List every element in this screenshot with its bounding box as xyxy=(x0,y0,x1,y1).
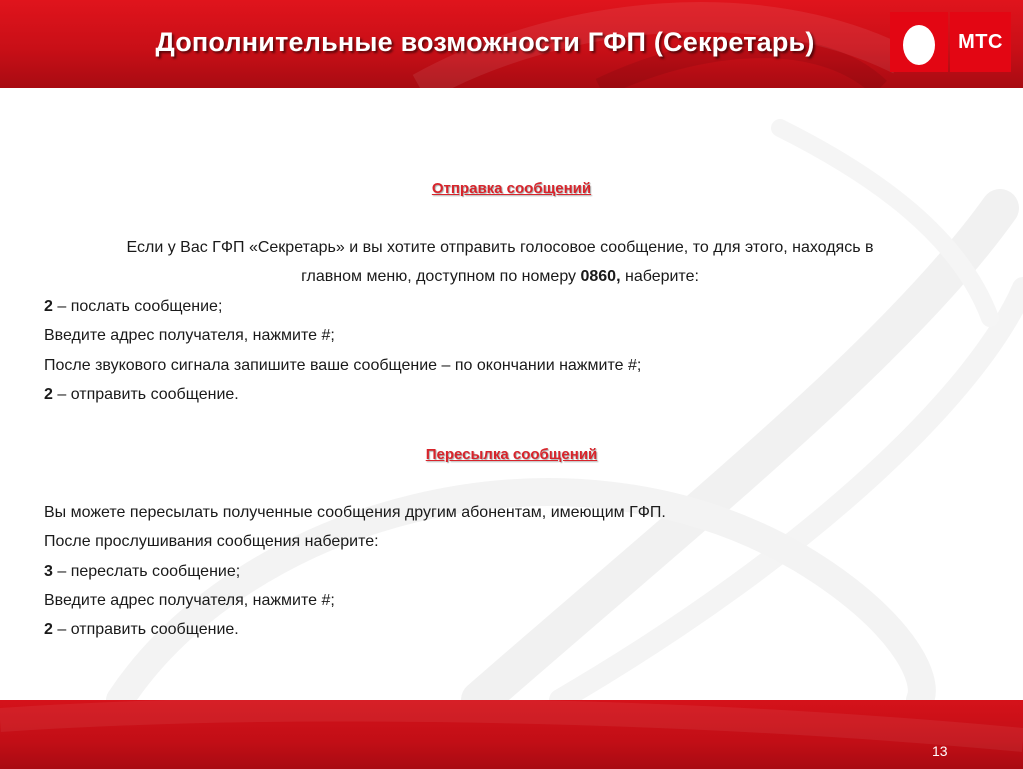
intro-prefix: главном меню, доступном по номеру xyxy=(301,268,581,285)
sending-step-2: Введите адрес получателя, нажмите #; xyxy=(44,327,335,344)
egg-logo-box xyxy=(890,12,948,72)
page-title: Дополнительные возможности ГФП (Секретарь) xyxy=(155,27,815,57)
header-bar xyxy=(0,0,1023,88)
step-key: 3 xyxy=(44,563,53,580)
step-key: 2 xyxy=(44,621,53,638)
sending-step-3: После звукового сигнала запишите ваше сообщение – по окончании нажмите #; xyxy=(44,357,642,374)
sending-intro-line1: Если у Вас ГФП «Секретарь» и вы хотите отправить голосовое сообщение, то для этого, находясь в xyxy=(126,239,874,256)
step-text: – отправить сообщение. xyxy=(52,386,239,403)
step-text: – переслать сообщение; xyxy=(52,563,241,580)
step-text: – послать сообщение; xyxy=(52,298,223,315)
forwarding-step-1 xyxy=(44,562,240,582)
page-number: 13 xyxy=(932,743,948,759)
forwarding-step-2: Введите адрес получателя, нажмите #; xyxy=(44,592,335,609)
step-text: – отправить сообщение. xyxy=(52,621,239,638)
logo-text: МТС xyxy=(950,12,1011,72)
step-key: 2 xyxy=(44,298,53,315)
slide-content xyxy=(0,88,1023,700)
footer-bar xyxy=(0,700,1023,769)
footer-swoosh-decoration xyxy=(0,700,1023,769)
section-title-forwarding: Пересылка сообщений xyxy=(425,446,598,463)
forwarding-line-2: После прослушивания сообщения наберите: xyxy=(44,533,379,550)
intro-suffix: наберите: xyxy=(620,268,699,285)
sending-intro-line2 xyxy=(0,267,1000,287)
mts-logo xyxy=(890,12,1011,72)
sending-step-4 xyxy=(44,385,239,405)
section-title-sending: Отправка сообщений xyxy=(431,180,592,197)
egg-icon xyxy=(890,12,948,72)
service-number: 0860, xyxy=(580,268,621,285)
forwarding-line-1: Вы можете пересылать полученные сообщения другим абонентам, имеющим ГФП. xyxy=(44,504,666,521)
step-key: 2 xyxy=(44,386,53,403)
forwarding-step-3 xyxy=(44,620,239,640)
sending-step-1 xyxy=(44,297,222,317)
